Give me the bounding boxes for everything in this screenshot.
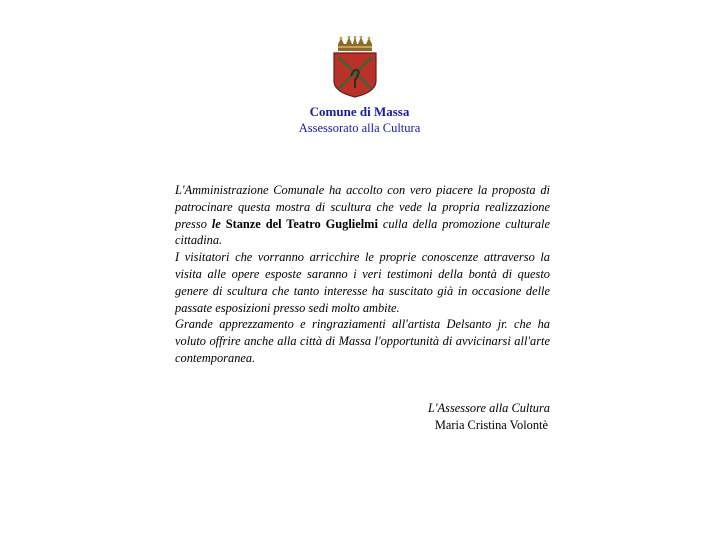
paragraph-3: Grande apprezzamento e ringraziamenti all'artista Delsanto jr. che ha voluto offrire anche alla città di Massa l'opportunità di avvicinarsi all'arte contemporanea. <box>175 317 550 365</box>
venue-name: Stanze del Teatro Guglielmi <box>220 216 378 231</box>
paragraph-1 <box>175 182 550 249</box>
signature-name: Maria Cristina Volontè <box>434 418 548 432</box>
signature-block <box>175 400 550 434</box>
crown-icon <box>338 36 372 51</box>
paragraph-1-text: L'Amministrazione Comunale ha accolto con vero piacere la proposta di patrocinare questa mostra di scultura che vede la propria realizzazione presso <box>175 183 550 231</box>
letter-body <box>175 182 550 367</box>
department-name: Assessorato alla Cultura <box>298 121 421 135</box>
coat-of-arms-icon <box>331 36 379 98</box>
signature-title: L'Assessore alla Cultura <box>428 401 550 415</box>
paragraph-1-end: culla della promozione culturale cittadina. <box>175 216 550 248</box>
shield-icon <box>334 53 376 97</box>
organization-name: Comune di Massa <box>309 104 410 119</box>
venue-article: le <box>211 216 221 231</box>
paragraph-2: I visitatori che vorranno arricchire le proprie conoscenze attraverso la visita alle opere esposte saranno i veri testimoni della bontà di questo genere di scultura che tanto interesse ha suscitato già in occasione delle passate esposizioni presso sedi molto ambite. <box>175 250 550 315</box>
